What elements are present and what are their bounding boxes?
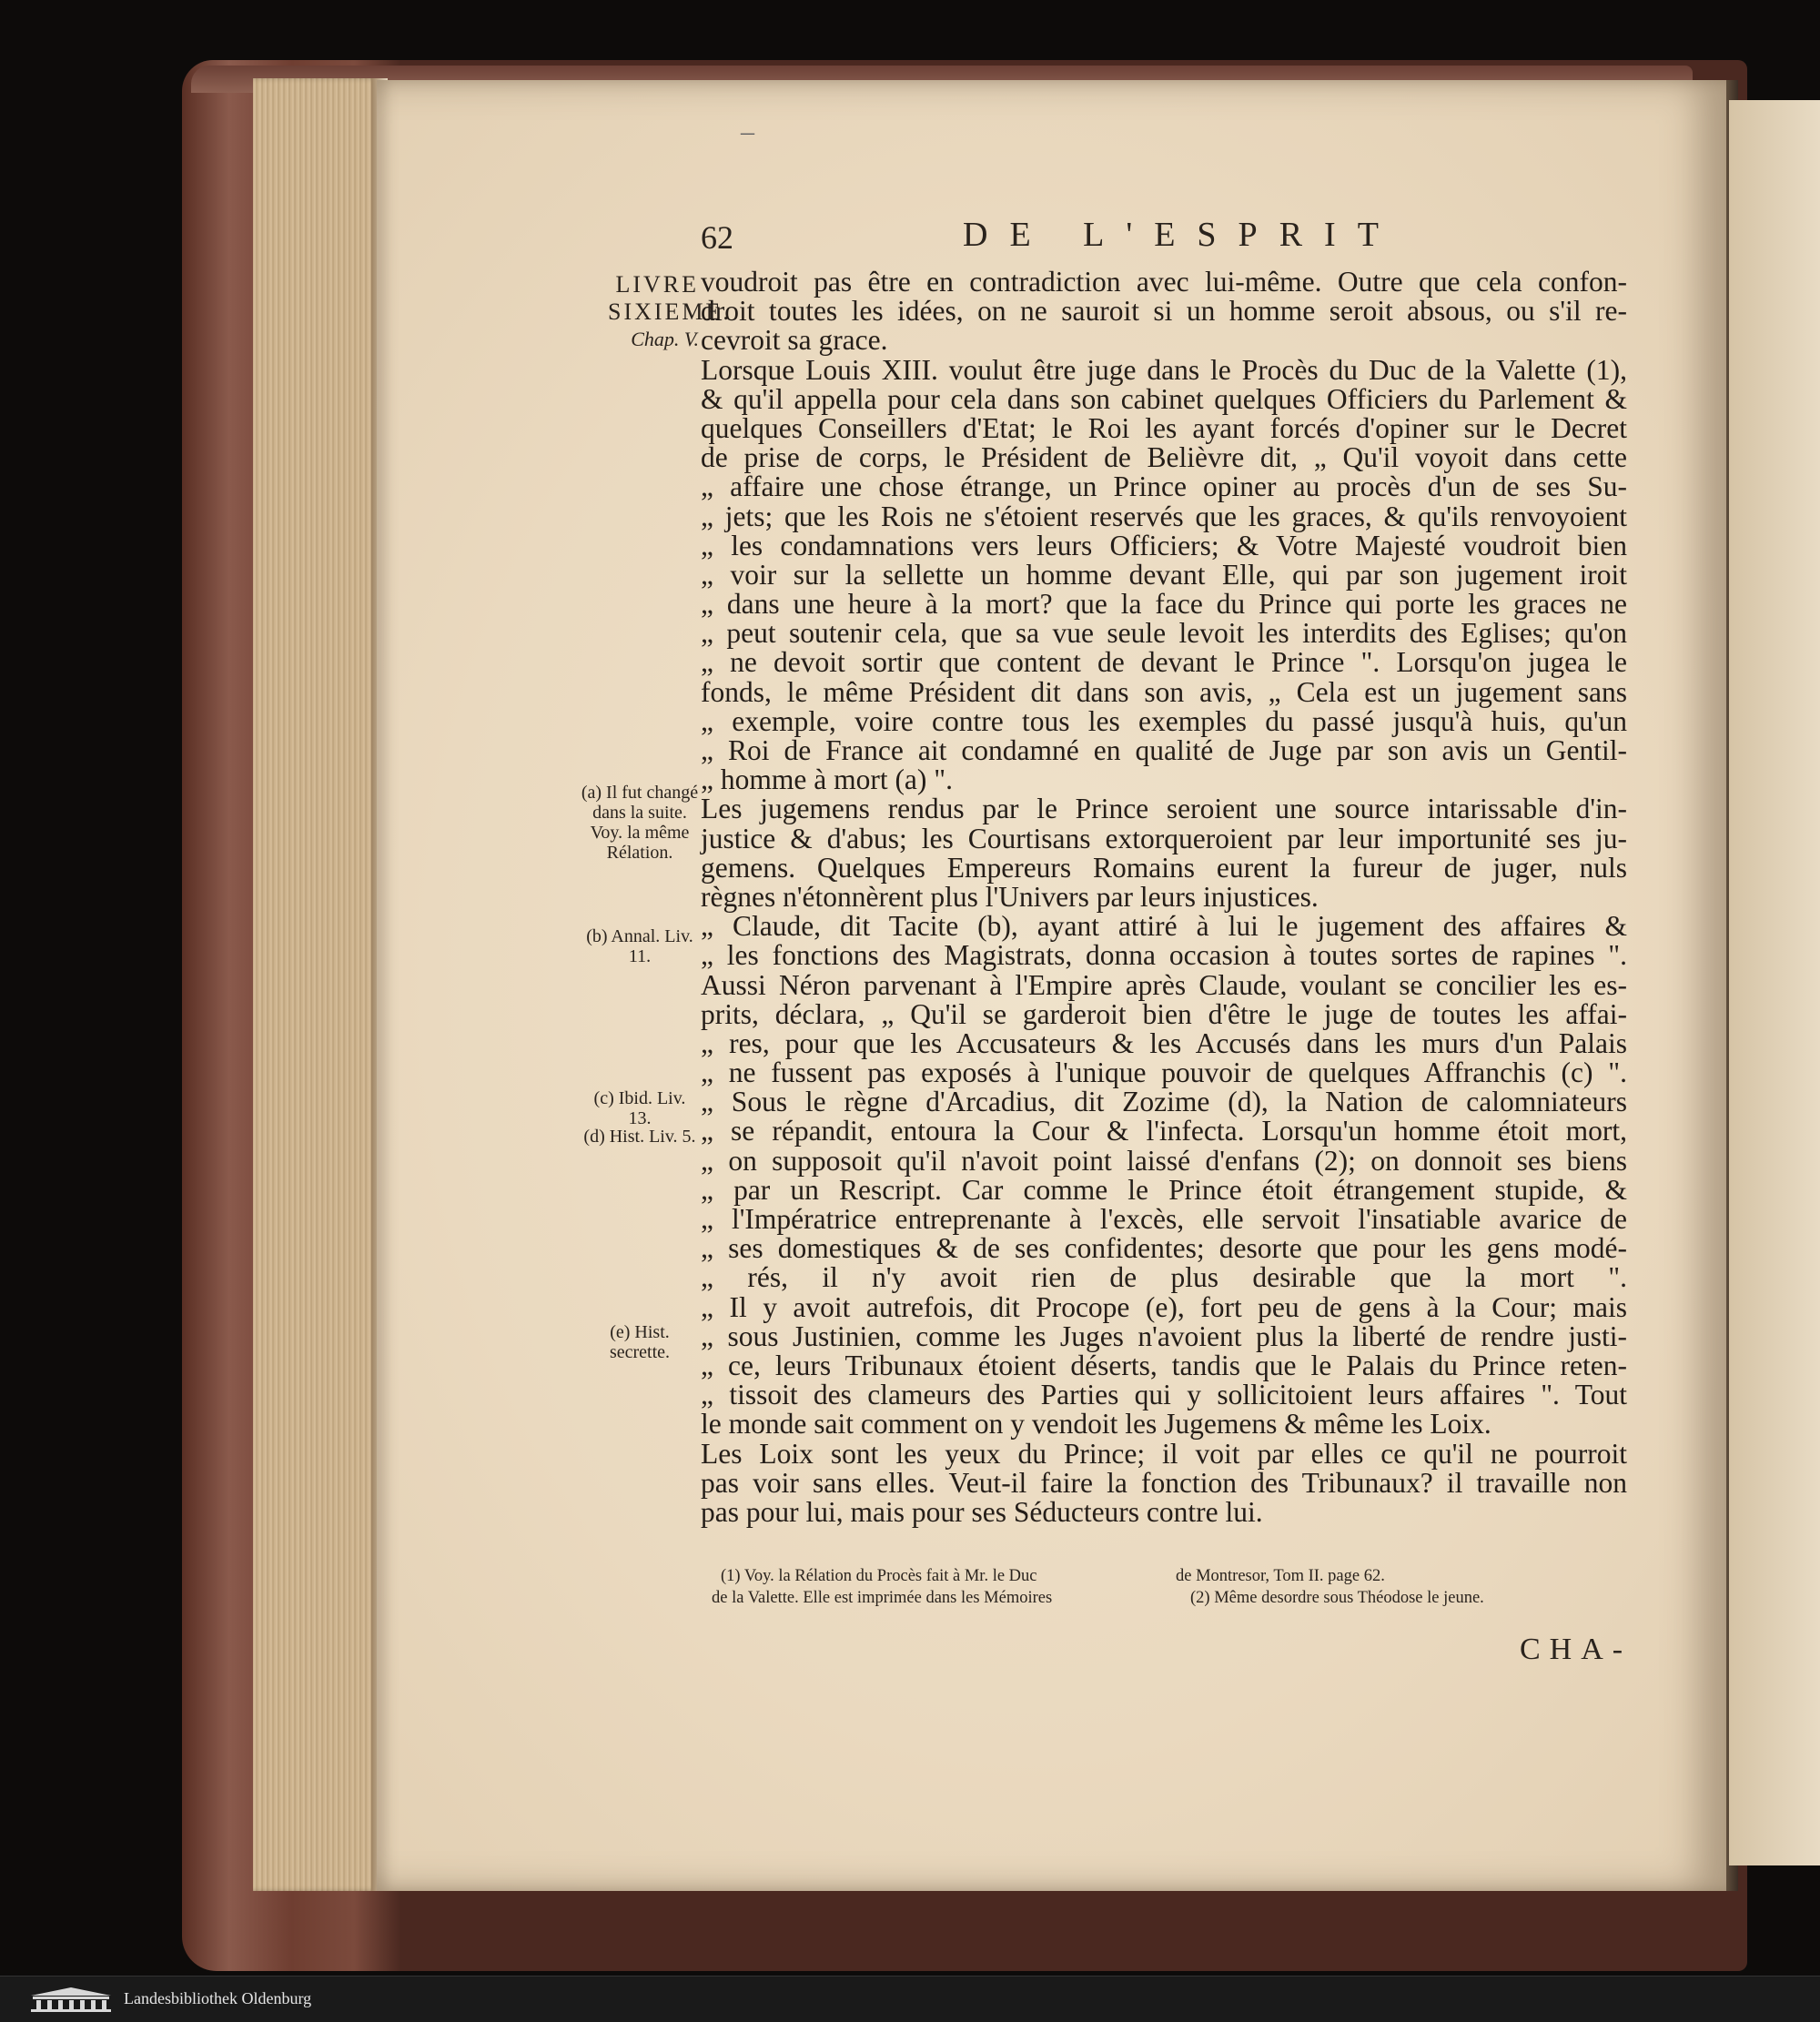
text-line: de prise de corps, le Président de Belièvre dit, „ Qu'il voyoit dans cette: [701, 441, 1627, 474]
margin-note-c: (c) Ibid. Liv. 13.: [593, 1088, 686, 1128]
margin-note-d: (d) Hist. Liv. 5.: [583, 1127, 696, 1147]
margin-note-a: (a) Il fut changé dans la suite. Voy. la même Rélation.: [581, 783, 699, 863]
text-line: „ rés, il n'y avoit rien de plus desirable que la mort ".: [701, 1261, 1627, 1294]
margin-header: [608, 271, 732, 353]
footnote-2: (2) Même desordre sous Théodose le jeune.: [1190, 1589, 1484, 1607]
text-line: pas voir sans elles. Veut-il faire la fonction des Tribunaux? il travaille non: [701, 1466, 1627, 1499]
footnote-1-line-2: de la Valette. Elle est imprimée dans les Mémoires: [712, 1589, 1053, 1607]
text-line: „ homme à mort (a) ".: [701, 763, 954, 796]
text-line: „ sous Justinien, comme les Juges n'avoient plus la liberté de rendre justi-: [701, 1319, 1627, 1352]
text-line: „ Sous le règne d'Arcadius, dit Zozime (d), la Nation de calomniateurs: [701, 1086, 1627, 1118]
text-line: „ jets; que les Rois ne s'étoient reservés que les graces, & qu'ils renvoyoient: [701, 500, 1627, 532]
margin-note-e: (e) Hist. secrette.: [609, 1322, 671, 1362]
footnote-1-continued: de Montresor, Tom II. page 62.: [1176, 1567, 1385, 1585]
margin-header-number: SIXIEME.: [608, 298, 732, 325]
text-line: règnes n'étonnèrent plus l'Univers par leurs injustices.: [701, 880, 1319, 913]
text-line: „ les fonctions des Magistrats, donna occasion à toutes sortes de rapines ".: [701, 939, 1627, 972]
margin-note-b: (b) Annal. Liv. 11.: [586, 926, 693, 966]
text-line: „ voir sur la sellette un homme devant Elle, qui par son jugement iroit: [701, 558, 1627, 591]
text-line: „ on supposoit qu'il n'avoit point laissé d'enfans (2); on donnoit ses biens: [701, 1144, 1627, 1177]
text-line: „ Claude, dit Tacite (b), ayant attiré à lui le jugement des affaires &: [701, 910, 1627, 943]
library-name: Landesbibliothek Oldenburg: [124, 1989, 312, 2007]
catchword: CHA-: [1520, 1633, 1633, 1666]
text-line: „ affaire une chose étrange, un Prince opiner au procès d'un de ses Su-: [701, 470, 1627, 503]
text-line: pas pour lui, mais pour ses Séducteurs contre lui.: [701, 1495, 1263, 1528]
text-line: „ ne fussent pas exposés à l'unique pouvoir de quelques Affranchis (c) ".: [701, 1056, 1627, 1089]
text-line: droit toutes les idées, on ne sauroit si un homme seroit absous, ou s'il re-: [701, 295, 1627, 328]
text-line: gemens. Quelques Empereurs Romains eurent la fureur de juger, nuls: [701, 851, 1627, 884]
main-text: [701, 268, 1627, 1527]
text-line: fonds, le même Président dit dans son avis, „ Cela est un jugement sans: [701, 675, 1627, 708]
text-line: „ se répandit, entoura la Cour & l'infecta. Lorsqu'un homme étoit mort,: [701, 1115, 1627, 1147]
facing-page-sliver: [1729, 100, 1820, 1865]
text-line: „ ses domestiques & de ses confidentes; desorte que pour les gens modé-: [701, 1232, 1627, 1265]
text-line: „ Roi de France ait condamné en qualité de Juge par son avis un Gentil-: [701, 734, 1627, 766]
text-line: cevroit sa grace.: [701, 324, 888, 357]
text-line: „ res, pour que les Accusateurs & les Accusés dans les murs d'un Palais: [701, 1026, 1627, 1059]
text-line: voudroit pas être en contradiction avec lui-même. Outre que cela confon-: [701, 266, 1627, 298]
text-line: „ les condamnations vers leurs Officiers; & Votre Majesté voudroit bien: [701, 529, 1627, 561]
text-line: Lorsque Louis XIII. voulut être juge dans le Procès du Duc de la Valette (1),: [701, 353, 1627, 386]
page-block-edge: [253, 78, 380, 1891]
text-line: „ exemple, voire contre tous les exemples du passé jusqu'à huis, qu'un: [701, 704, 1627, 737]
text-line: Les jugemens rendus par le Prince seroient une source intarissable d'in-: [701, 793, 1627, 825]
text-line: „ peut soutenir cela, que sa vue seule levoit les interdits des Eglises; qu'on: [701, 617, 1627, 650]
text-line: prits, déclara, „ Qu'il se garderoit bien d'être le juge de toutes les affai-: [701, 997, 1627, 1030]
text-line: „ ne devoit sortir que content de devant le Prince ". Lorsqu'on jugea le: [701, 646, 1627, 679]
text-line: „ l'Impératrice entreprenante à l'excès, elle servoit l'insatiable avarice de: [701, 1203, 1627, 1235]
text-line: „ ce, leurs Tribunaux étoient déserts, tandis que le Palais du Prince reten-: [701, 1349, 1627, 1381]
library-footer: [0, 1976, 1820, 2022]
margin-header-chapter: Chap. V.: [631, 328, 699, 350]
footnote-1-line-1: (1) Voy. la Rélation du Procès fait à Mr. le Duc: [721, 1567, 1037, 1585]
page-mark: –: [741, 116, 754, 147]
text-line: & qu'il appella pour cela dans son cabinet quelques Officiers du Parlement &: [701, 382, 1627, 415]
text-line: Les Loix sont les yeux du Prince; il voit par elles ce qu'il ne pourroit: [701, 1437, 1627, 1470]
page-number: 62: [701, 219, 733, 256]
text-line: quelques Conseillers d'Etat; le Roi les ayant forcés d'opiner sur le Decret: [701, 411, 1627, 444]
text-line: „ Il y avoit autrefois, dit Procope (e), fort peu de gens à la Cour; mais: [701, 1290, 1627, 1323]
running-head: DE L'ESPRIT: [963, 216, 1400, 254]
library-building-icon: [27, 1987, 115, 2012]
text-line: Aussi Néron parvenant à l'Empire après Claude, voulant se concilier les es-: [701, 968, 1627, 1001]
text-line: „ tissoit des clameurs des Parties qui y sollicitoient leurs affaires ". Tout: [701, 1379, 1627, 1411]
margin-header-book: LIVRE: [615, 271, 699, 298]
text-line: „ par un Rescript. Car comme le Prince étoit étrangement stupide, &: [701, 1173, 1627, 1206]
text-line: justice & d'abus; les Courtisans extorqueroient par leur importunité ses ju-: [701, 822, 1627, 854]
text-line: „ dans une heure à la mort? que la face du Prince qui porte les graces ne: [701, 588, 1627, 621]
text-line: le monde sait comment on y vendoit les Jugemens & même les Loix.: [701, 1408, 1491, 1441]
